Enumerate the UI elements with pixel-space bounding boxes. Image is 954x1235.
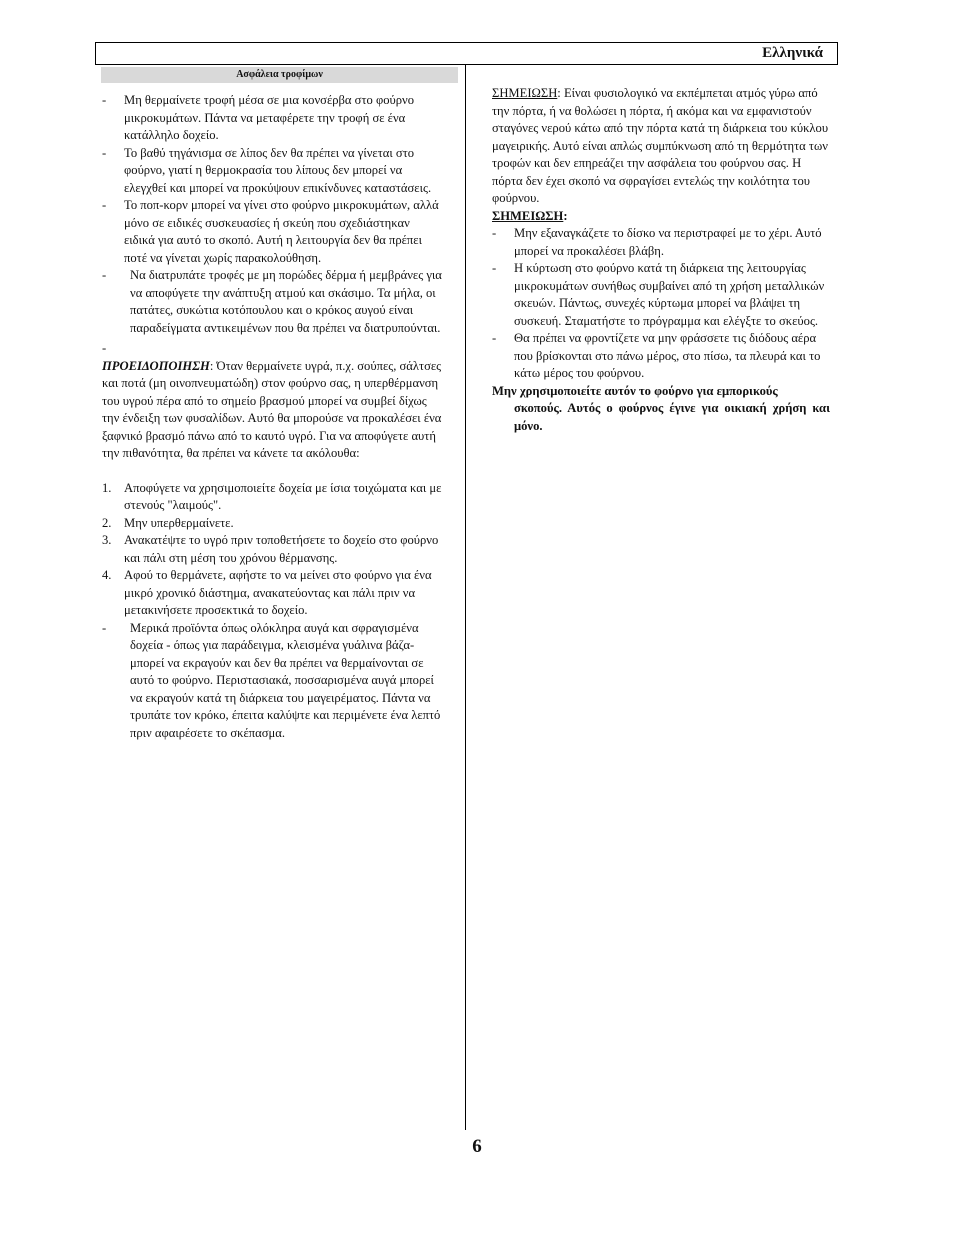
language-label: Ελληνικά: [762, 45, 823, 61]
dash-marker: -: [102, 268, 107, 282]
warning-label: ΠΡΟΕΙΔΟΠΟΙΗΣΗ: [102, 358, 210, 373]
dash-marker: -: [102, 620, 107, 635]
list-item: - Μερικά προϊόντα όπως ολόκληρα αυγά και σφραγισμένα δοχεία - όπως για παράδειγμα, κλεισμένα γυάλινα βάζα- μπορεί να εκραγούν και δεν θα πρέπει να θερμαίνονται σε αυτό το φούρνο. Περιστασιακά, ποσσαρισμένα αυγά μπορεί να εκραγούν κατά τη διάρκεια του μαγειρέματος. Πάντα να τρυπάτε τον κρόκο, έπειτα καλύψτε και περιμένετε ένα λεπτό πριν αφαιρέσετε το σκέπασμα.: [102, 620, 441, 740]
numbered-step: 2. Μην υπερθερμαίνετε.: [102, 515, 234, 530]
column-divider: [465, 65, 466, 1130]
dash-marker: -: [492, 331, 497, 345]
note-heading: ΣΗΜΕΙΩΣΗ:: [492, 208, 568, 223]
list-item: - Να διατρυπάτε τροφές με μη πορώδες δέρμα ή μεμβράνες για να αποφύγετε την ανάπτυξη ατμού και σκάσιμο. Τα μήλα, οι πατάτες, συκώτια κοτόπουλου και ο κρόκος αυγού είναι παραδείγματα αντικειμένων που θα πρέπει να διατρυπούνται.: [102, 268, 442, 335]
right-column: [492, 85, 830, 435]
section-title: Ασφάλεια τροφίμων: [101, 67, 458, 83]
dash-marker: -: [102, 198, 107, 212]
list-item: - Η κύρτωση στο φούρνο κατά τη διάρκεια της λειτουργίας μικροκυμάτων συνήθως συμβαίνει από τη χρήση μεταλλικών σκευών. Πάντως, συνεχές κύρτωμα μπορεί να βλάψει τη συσκευή. Σταματήστε το πρόγραμμα και ελέγξτε το σκεύος.: [492, 261, 825, 328]
warning-paragraph: ΠΡΟΕΙΔΟΠΟΙΗΣΗ: Όταν θερμαίνετε υγρά, π.χ. σούπες, σάλτσες και ποτά (μη οινοπνευματώδη) στον φούρνο σας, η υπερθέρμανση του υγρού πέρα από το σημείο βρασμού μπορεί να συμβεί δίχως την ένδειξη των φυσαλίδων. Αυτό θα μπορούσε να προκαλέσει ένα ξαφνικό βρασμό πάνω από το καυτό υγρό. Για να αποφύγετε αυτή την πιθανότητα, θα πρέπει να κάνετε τα ακόλουθα:: [102, 358, 442, 460]
list-item: - Το ποπ-κορν μπορεί να γίνει στο φούρνο μικροκυμάτων, αλλά μόνο σε ειδικές συσκευασίες ή σκεύη που σχεδιάστηκαν ειδικά για αυτό το σκοπό. Αυτή η λειτουργία δεν θα πρέπει ποτέ να γίνεται χωρίς παρακολούθηση.: [102, 198, 439, 265]
dash-marker: -: [492, 226, 497, 240]
numbered-step: 4. Αφού το θερμάνετε, αφήστε το να μείνει στο φούρνο για ένα μικρό χρονικό διάστημα, ανακατεύοντας και πάλι πριν να μετακινήσετε προσεκτικά το δοχείο.: [102, 568, 432, 617]
dash-marker: -: [102, 93, 107, 107]
note-label: ΣΗΜΕΙΩΣΗ: [492, 86, 558, 100]
commercial-use-warning: Μην χρησιμοποιείτε αυτόν το φούρνο για εμπορικούς σκοπούς. Αυτός ο φούρνος έγινε για οικιακή χρήση και μόνο.: [492, 383, 830, 433]
lone-dash: -: [102, 341, 107, 355]
list-item: - Θα πρέπει να φροντίζετε να μην φράσσετε τις διόδους αέρα που βρίσκονται στο πάνω μέρος, στο πίσω, τα πλευρά και το κάτω μέρος του φούρνου.: [492, 331, 821, 380]
dash-marker: -: [492, 261, 497, 275]
left-column: [102, 92, 442, 742]
page-number: 6: [472, 1136, 482, 1157]
numbered-step: 3. Ανακατέψτε το υγρό πριν τοποθετήσετε το δοχείο στο φούρνο και πάλι στη μέση του χρόνου θέρμανσης.: [102, 533, 439, 565]
list-item: - Το βαθύ τηγάνισμα σε λίπος δεν θα πρέπει να γίνεται στο φούρνο, γιατί η θερμοκρασία του λίπους δεν μπορεί να ελεγχθεί και μπορεί να προκύψουν επικίνδυνες καταστάσεις.: [102, 145, 432, 195]
header-box: [95, 42, 838, 65]
numbered-step: 1. Αποφύγετε να χρησιμοποιείτε δοχεία με ίσια τοιχώματα και με στενούς "λαιμούς".: [102, 480, 442, 512]
dash-marker: -: [102, 145, 107, 160]
note-paragraph: ΣΗΜΕΙΩΣΗ: Είναι φυσιολογικό να εκπέμπεται ατμός γύρω από την πόρτα, ή να θολώσει η πόρτα, ή ακόμα και να εμφανιστούν σταγόνες νερού κάτω από την πόρτα κατά τη διάρκεια του κύκλου μαγειρικής. Αυτό είναι απλώς συμπύκνωση από τη θερμότητα των τροφών και δεν επηρεάζει την ασφάλεια του φούρνου σας. Η πόρτα δεν έχει σκοπό να σφραγίσει εντελώς την κοιλότητα του φούρνου.: [492, 86, 829, 205]
list-item: - Μην εξαναγκάζετε το δίσκο να περιστραφεί με το χέρι. Αυτό μπορεί να προκαλέσει βλάβη.: [492, 226, 822, 258]
list-item: - Μη θερμαίνετε τροφή μέσα σε μια κονσέρβα στο φούρνο μικροκυμάτων. Πάντα να μεταφέρετε την τροφή σε ένα κατάλληλο δοχείο.: [102, 93, 415, 142]
